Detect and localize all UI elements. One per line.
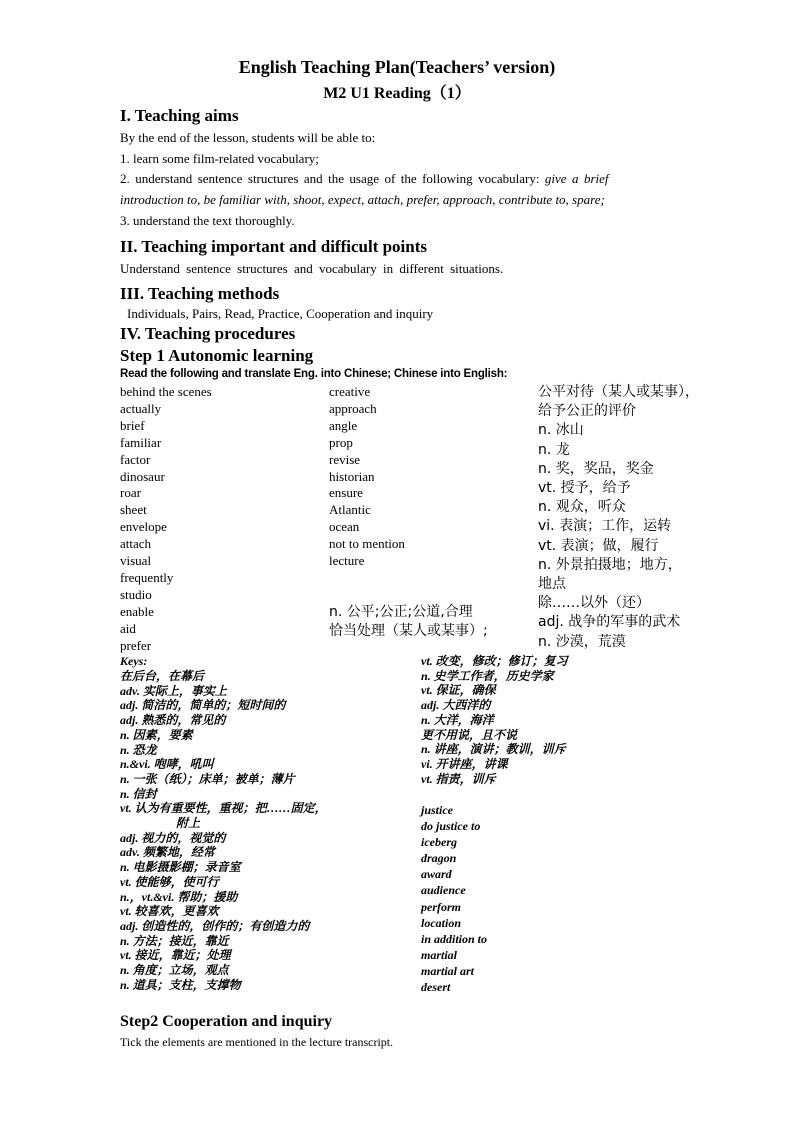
list-item: martial [421, 947, 458, 962]
list-item: n.，vt.&vi. 帮助；援助 [120, 889, 238, 904]
list-item: envelope [120, 519, 167, 535]
list-item: martial art [421, 963, 475, 978]
list-item: vi. 表演；工作，运转 [538, 518, 672, 535]
aims-item-2-first: give a brief [544, 171, 609, 186]
list-item: adj. 简洁的，简单的；短时间的 [120, 698, 286, 713]
step2-text: Tick the elements are mentioned in the lecture transcript. [120, 1035, 394, 1049]
important-points-text: Understand sentence structures and vocabulary in different situations. [120, 261, 504, 276]
list-item: n. 信封 [120, 786, 157, 801]
aims-intro: By the end of the lesson, students will be able to: [120, 130, 376, 145]
list-item: angle [329, 417, 358, 433]
list-item: adj. 视力的，视觉的 [120, 830, 226, 845]
list-item: revise [329, 451, 361, 467]
list-item: vi. 开讲座，讲课 [421, 756, 508, 771]
list-item: aid [120, 620, 136, 636]
list-item: studio [120, 586, 152, 602]
list-item: vt. 接近，靠近；处理 [120, 948, 231, 963]
list-item: n. 龙 [538, 441, 570, 458]
list-item: n. 奖，奖品，奖金 [538, 460, 654, 477]
list-item: brief [120, 417, 145, 433]
list-item: n. 一张（纸）；床单；被单；薄片 [120, 771, 295, 786]
keys-right-column [421, 654, 568, 786]
list-item: lecture [329, 553, 365, 569]
list-item: adj. 创造性的，创作的；有创造力的 [120, 918, 310, 933]
teaching-methods-heading: III. Teaching methods [120, 284, 280, 303]
list-item: behind the scenes [120, 384, 212, 399]
aims-item-2-lead: 2. understand sentence structures and the usage of the following vocabulary: [120, 171, 545, 186]
list-item: adj. 战争的军事的武术 [538, 614, 681, 631]
list-item: attach [120, 536, 152, 552]
list-item: n. 外景拍摄地；地方， [538, 556, 682, 573]
list-item: vt. 保证，确保 [421, 683, 496, 698]
list-item: n. 道具；支柱，支撑物 [120, 977, 241, 992]
list-item: sheet [120, 502, 147, 518]
aims-item-1: 1. learn some film-related vocabulary; [120, 151, 319, 166]
list-item: n. 恐龙 [120, 742, 157, 757]
keys-left-column [120, 669, 327, 992]
list-item: n. 观众，听众 [538, 499, 626, 516]
document-title: English Teaching Plan(Teachers’ version) [238, 57, 556, 77]
list-item: iceberg [421, 835, 457, 850]
step2-heading: Step2 Cooperation and inquiry [120, 1013, 333, 1030]
aims-item-3: 3. understand the text thoroughly. [120, 213, 295, 228]
list-item: 在后台，在幕后 [120, 669, 205, 683]
list-item: n. 沙漠，荒漠 [538, 633, 626, 650]
list-item: audience [421, 883, 466, 898]
list-item: 更不用说，且不说 [421, 727, 518, 742]
list-item: vt. 表演；做，履行 [538, 537, 659, 554]
document-subtitle: M2 U1 Reading（1） [323, 85, 471, 102]
list-item: ocean [329, 519, 360, 535]
list-item: vt. 改变，修改；修订；复习 [421, 654, 568, 668]
list-item: n. 电影摄影棚；录音室 [120, 860, 241, 875]
keys-right-english-column [421, 802, 487, 995]
word-list-column-2-chinese [329, 603, 488, 641]
word-list-column-3 [538, 383, 699, 652]
list-item: perform [421, 899, 461, 914]
list-item: do justice to [421, 819, 481, 834]
list-item: frequently [120, 569, 174, 585]
list-item: n. 因素，要素 [120, 727, 193, 742]
step1-heading: Step 1 Autonomic learning [120, 346, 314, 365]
list-item: dragon [421, 851, 457, 866]
list-item: actually [120, 400, 162, 416]
list-item: Atlantic [329, 502, 371, 518]
list-item: adv. 频繁地，经常 [120, 845, 215, 860]
aims-item-2-continued: introduction to, be familiar with, shoot, expect, attach, prefer, approach, contribute to, spare; [120, 192, 605, 207]
teaching-aims-heading: I. Teaching aims [120, 106, 239, 125]
list-item: n. 方法；接近，靠近 [120, 933, 229, 948]
keys-label: Keys: [120, 654, 148, 668]
list-item: n.&vi. 咆哮，吼叫 [120, 757, 214, 772]
list-item: n. 公平;公正;公道,合理 [329, 604, 473, 620]
list-item: vt. 授予，给予 [538, 480, 631, 497]
list-item: desert [421, 980, 451, 995]
list-item: 公平对待（某人或某事）， [538, 384, 699, 400]
list-item: 附上 [176, 816, 201, 831]
list-item: prop [329, 434, 353, 450]
list-item: 除……以外（还） [538, 595, 650, 612]
list-item: n. 冰山 [538, 422, 584, 439]
list-item: approach [329, 400, 377, 416]
list-item: factor [120, 451, 151, 467]
list-item: adj. 大西洋的 [421, 698, 491, 713]
step1-instruction: Read the following and translate Eng. into Chinese; Chinese into English: [120, 368, 508, 380]
list-item: familiar [120, 434, 162, 450]
list-item: adv. 实际上，事实上 [120, 683, 227, 698]
list-item: vt. 使能够，使可行 [120, 874, 219, 889]
teaching-methods-text: Individuals, Pairs, Read, Practice, Cooperation and inquiry [127, 306, 434, 321]
list-item: ensure [329, 485, 363, 501]
list-item: justice [421, 803, 453, 817]
aims-item-2 [120, 171, 674, 187]
list-item: roar [120, 485, 141, 501]
list-item: dinosaur [120, 468, 165, 484]
list-item: visual [120, 553, 152, 569]
list-item: 地点 [538, 576, 566, 593]
list-item: n. 角度；立场，观点 [120, 963, 229, 978]
list-item: n. 史学工作者，历史学家 [421, 668, 554, 683]
list-item: location [421, 915, 462, 930]
list-item: not to mention [329, 536, 405, 552]
list-item: in addition to [421, 931, 488, 946]
list-item: vt. 较喜欢，更喜欢 [120, 904, 219, 919]
list-item: vt. 认为有重要性，重视；把……固定， [120, 801, 327, 816]
word-list-column-1 [120, 384, 212, 655]
list-item: vt. 指责，训斥 [421, 771, 496, 786]
important-points-heading: II. Teaching important and difficult points [120, 237, 428, 256]
word-list-column-2 [329, 384, 405, 570]
teaching-procedures-heading: IV. Teaching procedures [120, 324, 296, 343]
list-item: creative [329, 384, 371, 399]
list-item: historian [329, 468, 375, 484]
list-item: 恰当处理（某人或某事）; [329, 623, 488, 639]
list-item: 给予公正的评价 [538, 403, 636, 420]
list-item: n. 大洋，海洋 [421, 712, 494, 727]
list-item: award [421, 867, 452, 882]
list-item: prefer [120, 637, 152, 653]
list-item: n. 讲座，演讲；教训，训斥 [421, 742, 566, 757]
list-item: enable [120, 603, 154, 619]
list-item: adj. 熟悉的，常见的 [120, 713, 226, 728]
